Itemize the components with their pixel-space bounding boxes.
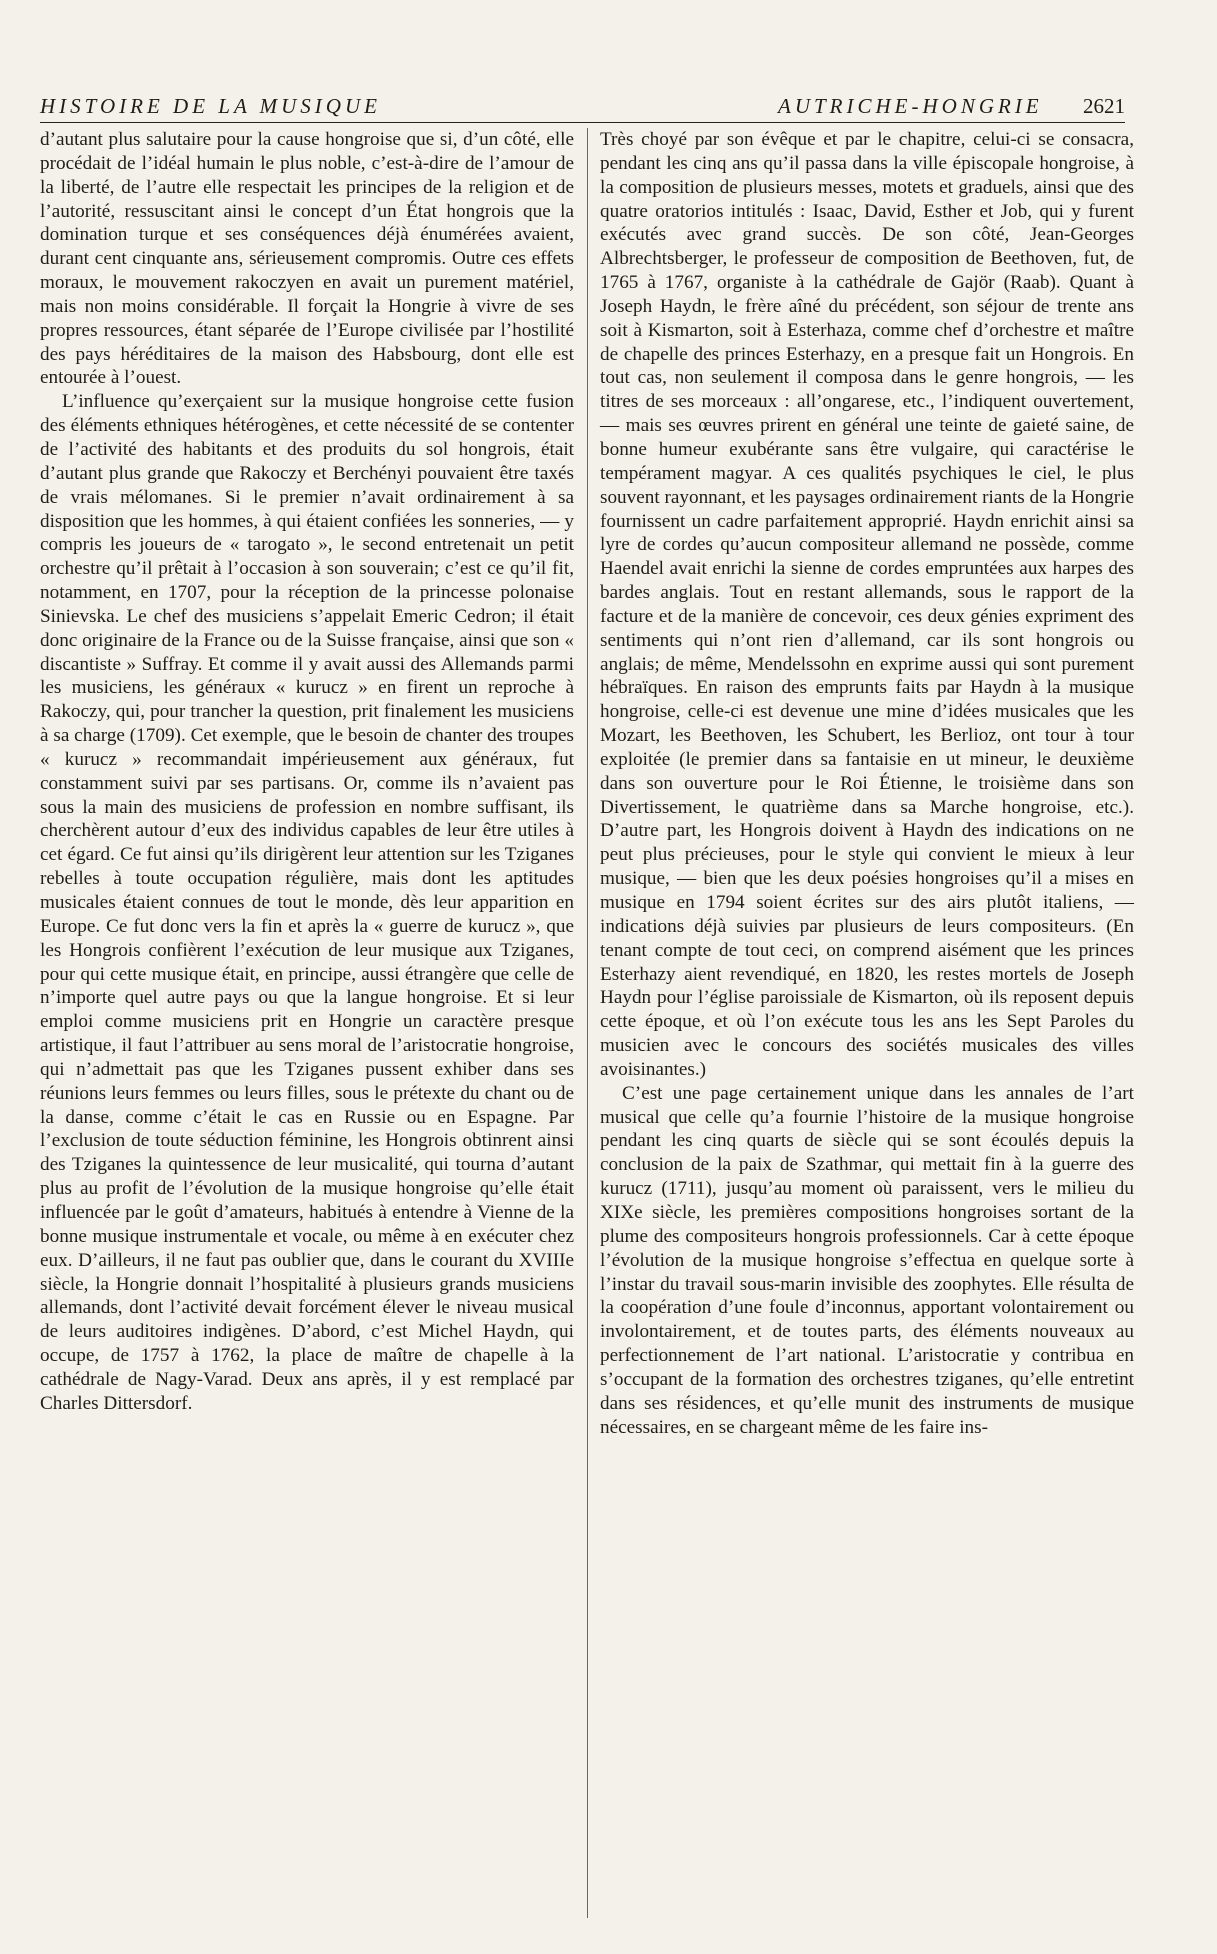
column-divider [587, 128, 588, 1918]
paragraph: L’influence qu’exerçaient sur la musique hongroise cette fusion des éléments ethniques hétérogènes, et cette nécessité de se contenter de l’activité des habitants et des produits du sol hongrois, était d’autant plus grande que Rakoczy et Berchényi pouvaient être taxés de vrais mélomanes. Si le premier n’avait ordinairement à sa disposition que les hommes, à qui étaient confiées les sonneries, — y compris les joueurs de « tarogato », le second entretenait un petit orchestre qu’il prêtait à l’occasion à son souverain; c’est ce qu’il fit, notamment, en 1707, pour la réception de la princesse polonaise Sinievska. Le chef des musiciens s’appelait Emeric Cedron; il était donc originaire de la France ou de la Suisse française, ainsi que son « discantiste » Suffray. Et comme il y avait aussi des Allemands parmi les musiciens, les généraux « kurucz » en firent un reproche à Rakoczy, qui, pour trancher la question, prit finalement les musiciens à sa charge (1709). Cet exemple, que le besoin de chanter des troupes « kurucz » recommandait impérieusement aux généraux, fut constamment suivi par ses partisans. Or, comme ils n’avaient pas sous la main des musiciens de profession en nombre suffisant, ils cherchèrent autour d’eux des individus capables de leur être utiles à cet égard. Ce fut ainsi qu’ils dirigèrent leur attention sur les Tziganes rebelles à toute occupation régulière, mais dont les aptitudes musicales étaient connues de tout le monde, dès leur apparition en Europe. Ce fut donc vers la fin et après la « guerre de kurucz », que les Hongrois confièrent l’exécution de leur musique aux Tziganes, pour qui cette musique était, en principe, aussi étrangère que celle de n’importe quel autre pays ou que la langue hongroise. Et si leur emploi comme musiciens prit en Hongrie un caractère presque artistique, il faut l’attribuer au sens moral de l’aristocratie hongroise, qui n’admettait pas que les Tziganes pussent exhiber dans ses réunions leurs femmes ou leurs filles, sous le prétexte du chant ou de la danse, comme c’était le cas en Russie ou en Espagne. Par l’exclusion de toute séduction féminine, les Hongrois obtinrent ainsi des Tziganes la quintessence de leur musicalité, qui tourna d’autant plus au profit de l’évolution de la musique hongroise qu’elle était influencée par le goût d’amateurs, habitués à entendre à Vienne de la bonne musique instrumentale et vocale, ou même à en exécuter chez eux. D’ailleurs, il ne faut pas oublier que, dans le courant du XVIIIe siècle, la Hongrie donnait l’hospitalité à plusieurs grands musiciens allemands, dont l’activité devait forcément élever le niveau musical de leurs auditoires indigènes. D’abord, c’est Michel Haydn, qui occupe, de 1757 à 1762, la place de maître de chapelle à la cathédrale de Nagy-Varad. Deux ans après, il y est remplacé par Charles Dittersdorf. [40, 391, 574, 1414]
page-number: 2621 [1083, 94, 1125, 118]
running-header [40, 92, 1125, 123]
paragraph: Très choyé par son évêque et par le chapitre, celui-ci se consacra, pendant les cinq ans qu’il passa dans la ville épiscopale hongroise, à la composition de plusieurs messes, motets et graduels, ainsi que des quatre oratorios intitulés : Isaac, David, Esther et Job, qui y furent exécutés avec grand succès. De son côté, Jean-Georges Albrechtsberger, le professeur de composition de Beethoven, fut, de 1765 à 1767, organiste à la cathédrale de Gajör (Raab). Quant à Joseph Haydn, le frère aîné du précédent, son séjour de trente ans soit à Kismarton, soit à Esterhaza, comme chef d’orchestre et maître de chapelle des princes Esterhazy, en a presque fait un Hongrois. En tout cas, non seulement il composa dans le genre hongrois, — les titres de ses morceaux : all’ongarese, etc., l’indiquent ouvertement, — mais ses œuvres prirent en général une teinte de gaieté saine, de bonne humeur exubérante sans être vulgaire, qui caractérise le tempérament magyar. A ces qualités psychiques le ciel, le plus souvent rayonnant, et les paysages ordinairement riants de la Hongrie fournissent un cadre parfaitement approprié. Haydn enrichit ainsi sa lyre de cordes qu’aucun compositeur allemand ne possède, comme Haendel avait enrichi la sienne de cordes empruntées aux harpes des bardes anglais. Tout en restant allemands, sous le rapport de la facture et de la manière de concevoir, ces deux génies expriment des sentiments qui n’ont rien d’allemand, car ils sont hongrois ou anglais; de même, Mendelssohn en exprime aussi qui sont purement hébraïques. En raison des emprunts faits par Haydn à la musique hongroise, celle-ci est devenue une mine d’idées musicales que les Mozart, les Beethoven, les Schubert, les Berlioz, ont tour à tour exploitée (le premier dans sa fantaisie en ut mineur, le deuxième dans son ouverture pour le Roi Étienne, le troisième dans son Divertissement, le quatrième dans sa Marche hongroise, etc.). D’autre part, les Hongrois doivent à Haydn des indications on ne peut plus précieuses, pour le style qui convient le mieux à leur musique, — bien que les deux poésies hongroises qu’il a mises en musique en 1794 soient écrites sur des airs plutôt italiens, — indications déjà suivies par plusieurs de leurs compositeurs. (En tenant compte de tout ceci, on comprend aisément que les princes Esterhazy aient revendiqué, en 1820, les restes mortels de Joseph Haydn pour l’église paroissiale de Kismarton, où ils reposent depuis cette époque, et où l’on exécute tous les ans les Sept Paroles du musicien avec le concours des sociétés musicales des villes avoisinantes.) [600, 129, 1134, 1080]
right-column [600, 128, 1134, 1439]
paragraph: d’autant plus salutaire pour la cause hongroise que si, d’un côté, elle procédait de l’idéal humain le plus noble, c’est-à-dire de l’amour de la liberté, de l’autre elle respectait les principes de la religion et de l’autorité, ressuscitant ainsi le concept d’un État hongrois que la domination turque et ses conséquences déjà énumérées avaient, durant cent cinquante ans, sérieusement compromis. Outre ces effets moraux, le mouvement rakoczyen en avait un purement matériel, mais non moins considérable. Il forçait la Hongrie à vivre de ses propres ressources, étant séparée de l’Europe civilisée par l’hostilité des pays héréditaires de la maison des Habsbourg, dont elle est entourée à l’ouest. [40, 129, 574, 389]
header-section-title: AUTRICHE-HONGRIE [778, 94, 1043, 118]
left-column [40, 128, 574, 1416]
paragraph: C’est une page certainement unique dans les annales de l’art musical que celle qu’a fournie l’histoire de la musique hongroise pendant les cinq quarts de siècle qui se sont écoulés depuis la conclusion de la paix de Szathmar, qui mettait fin à la guerre des kurucz (1711), jusqu’au moment où paraissent, vers le milieu du XIXe siècle, les premières compositions hongroises sortant de la plume des compositeurs hongrois professionnels. Car à cette époque l’évolution de la musique hongroise s’effectua en quelque sorte à l’instar du travail sous-marin invisible des zoophytes. Elle résulta de la coopération d’une foule d’inconnus, apportant volontairement ou involontairement, et de toutes parts, des éléments nouveaux au perfectionnement de l’art national. L’aristocratie y contribua en s’occupant de la formation des orchestres tziganes, qu’elle entretint dans ses résidences, et qu’elle munit des instruments de musique nécessaires, en se chargeant même de les faire ins- [600, 1082, 1134, 1438]
header-book-title: HISTOIRE DE LA MUSIQUE [40, 94, 381, 118]
